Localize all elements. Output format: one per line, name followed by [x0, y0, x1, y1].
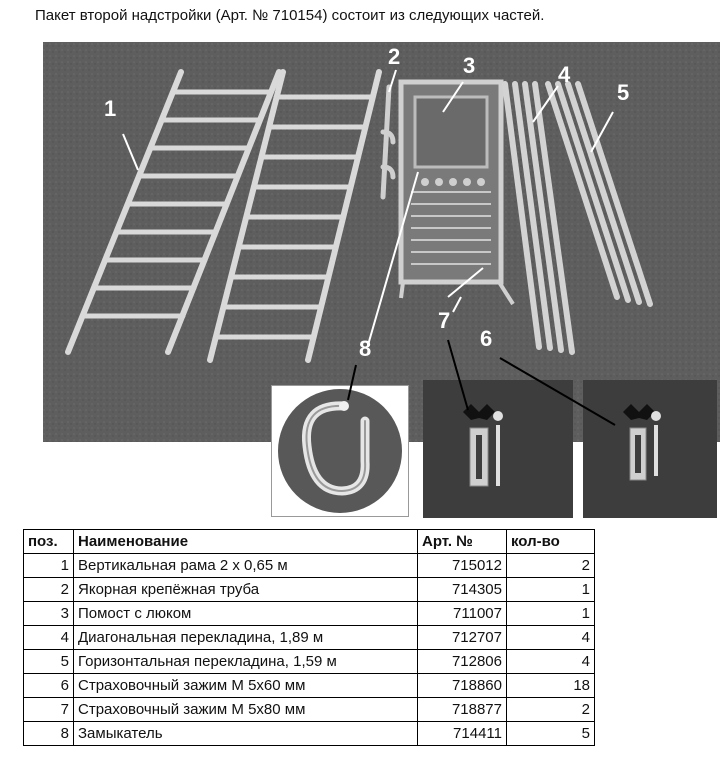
cell-name: Помост с люком	[74, 602, 418, 626]
cell-art: 711007	[418, 602, 507, 626]
callout-6: 6	[480, 326, 493, 351]
cell-art: 712707	[418, 626, 507, 650]
table-row	[24, 602, 595, 626]
cell-art: 712806	[418, 650, 507, 674]
header-art: Арт. №	[418, 530, 507, 554]
cell-qty: 5	[507, 722, 595, 746]
cell-name: Замыкатель	[74, 722, 418, 746]
callout-8: 8	[359, 336, 372, 361]
page-heading: Пакет второй надстройки (Арт. № 710154) состоит из следующих частей.	[35, 7, 545, 24]
cell-pos: 7	[24, 698, 74, 722]
parts-table	[23, 529, 595, 746]
cell-qty: 1	[507, 578, 595, 602]
table-row	[24, 626, 595, 650]
callout-3: 3	[463, 53, 476, 78]
cell-art: 714411	[418, 722, 507, 746]
cell-qty: 4	[507, 626, 595, 650]
cell-name: Страховочный зажим M 5x80 мм	[74, 698, 418, 722]
cell-name: Вертикальная рама 2 х 0,65 м	[74, 554, 418, 578]
callout-1: 1	[104, 96, 117, 121]
table-row	[24, 674, 595, 698]
cell-name: Горизонтальная перекладина, 1,59 м	[74, 650, 418, 674]
cell-qty: 2	[507, 554, 595, 578]
cell-pos: 2	[24, 578, 74, 602]
callout-5: 5	[617, 80, 630, 105]
table-row	[24, 698, 595, 722]
cell-pos: 6	[24, 674, 74, 698]
cell-art: 714305	[418, 578, 507, 602]
closing-clip-drawing	[272, 386, 408, 516]
inset-clamp-60	[583, 380, 717, 518]
clamp-80-drawing	[423, 380, 573, 518]
inset-clamp-80	[423, 380, 573, 518]
cell-pos: 5	[24, 650, 74, 674]
header-name: Наименование	[74, 530, 418, 554]
cell-qty: 18	[507, 674, 595, 698]
hatch-platform	[401, 82, 513, 304]
header-qty: кол-во	[507, 530, 595, 554]
cell-art: 718860	[418, 674, 507, 698]
cell-name: Якорная крепёжная труба	[74, 578, 418, 602]
table-header-row	[24, 530, 595, 554]
table-row	[24, 650, 595, 674]
table-row	[24, 554, 595, 578]
cell-pos: 4	[24, 626, 74, 650]
clamp-60-drawing	[583, 380, 717, 518]
table-row	[24, 722, 595, 746]
callout-7: 7	[438, 308, 451, 333]
cell-qty: 2	[507, 698, 595, 722]
cell-pos: 1	[24, 554, 74, 578]
cell-pos: 8	[24, 722, 74, 746]
table-row	[24, 578, 595, 602]
header-pos: поз.	[24, 530, 74, 554]
cell-art: 718877	[418, 698, 507, 722]
inset-closing-clip	[271, 385, 409, 517]
callout-4: 4	[558, 62, 571, 87]
cell-name: Страховочный зажим M 5x60 мм	[74, 674, 418, 698]
callout-2: 2	[388, 44, 401, 69]
cell-qty: 1	[507, 602, 595, 626]
cell-qty: 4	[507, 650, 595, 674]
cell-name: Диагональная перекладина, 1,89 м	[74, 626, 418, 650]
cell-pos: 3	[24, 602, 74, 626]
cell-art: 715012	[418, 554, 507, 578]
